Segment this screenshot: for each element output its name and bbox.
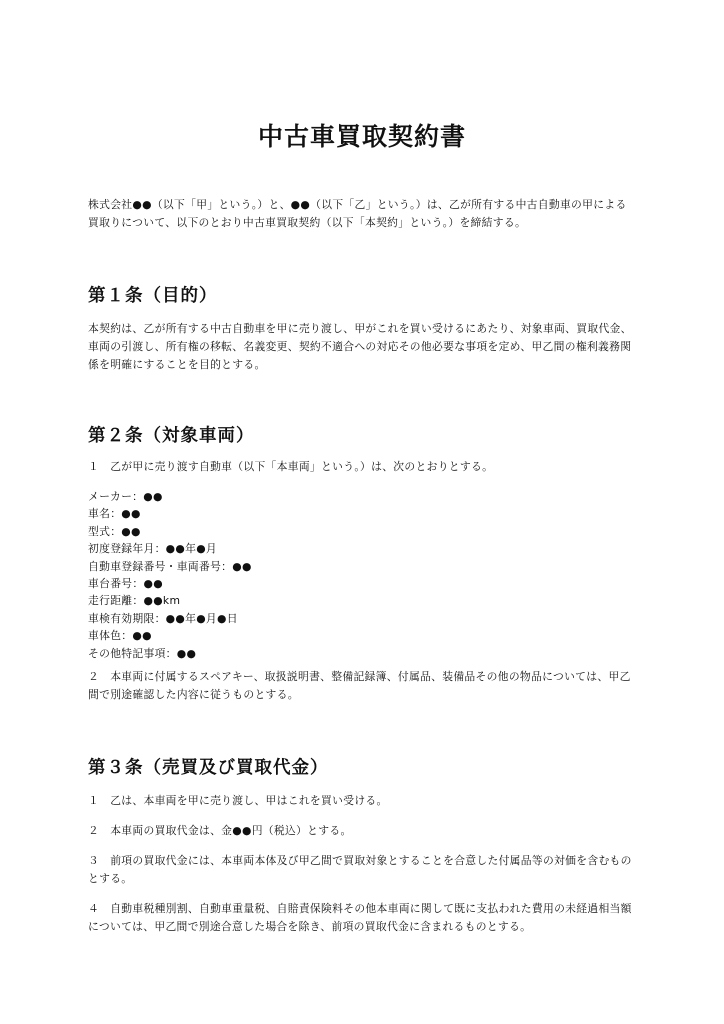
article-2-para-2: ２ 本車両に付属するスペアキー、取扱説明書、整備記録簿、付属品、装備品その他の物品については、甲乙間で別途確認した内容に従うものとする。 [88,670,631,701]
vehicle-detail-first-registration: 初度登録年月：●●年●月 [88,542,218,556]
preamble-text: 株式会社●●（以下「甲」という。）と、●●（以下「乙」という。）は、乙が所有する中古自動車の甲による買取りについて、以下のとおり中古車買取契約（以下「本契約」という。）を締結する。 [88,198,627,229]
vehicle-detail-special-notes: その他特記事項：●● [88,646,197,660]
vehicle-detail-name: 車名：●● [88,507,141,521]
vehicle-details-list [88,488,634,662]
article-2-heading: 第２条（対象車両） [88,426,255,446]
vehicle-detail-model: 型式：●● [88,524,141,538]
article-3-heading: 第３条（売買及び買取代金） [88,758,329,778]
vehicle-detail-mileage: 走行距離：●●km [88,594,181,608]
vehicle-detail-maker: メーカー：●● [88,490,163,503]
vehicle-detail-color: 車体色：●● [88,629,152,643]
article-3-para-4: ４ 自動車税種別割、自動車重量税、自賠責保険料その他本車両に関して既に支払われた費用の未経過相当額については、甲乙間で別途合意した場合を除き、前項の買取代金に含まれるものとする。 [88,902,632,933]
article-3-para-2: ２ 本車両の買取代金は、金●●円（税込）とする。 [88,824,352,837]
article-3-para-3: ３ 前項の買取代金には、本車両本体及び甲乙間で買取対象とすることを合意した付属品等の対価を含むものとする。 [88,854,632,885]
vehicle-detail-inspection-expiry: 車検有効期限：●●年●月●日 [88,611,238,625]
article-2-para-1: １ 乙が甲に売り渡す自動車（以下「本車両」という。）は、次のとおりとする。 [88,460,494,473]
article-1-body: 本契約は、乙が所有する中古自動車を甲に売り渡し、甲がこれを買い受けるにあたり、対象車両、買取代金、車両の引渡し、所有権の移転、名義変更、契約不適合への対応その他必要な事項を定め、甲乙間の権利義務関係を明確にすることを目的とする。 [88,322,632,371]
article-1-heading: 第１条（目的） [88,286,218,306]
article-3-para-1: １ 乙は、本車両を甲に売り渡し、甲はこれを買い受ける。 [88,794,388,807]
document-title: 中古車買取契約書 [257,122,466,151]
vehicle-detail-chassis-number: 車台番号：●● [88,577,163,591]
vehicle-detail-registration-number: 自動車登録番号・車両番号：●● [88,559,252,573]
